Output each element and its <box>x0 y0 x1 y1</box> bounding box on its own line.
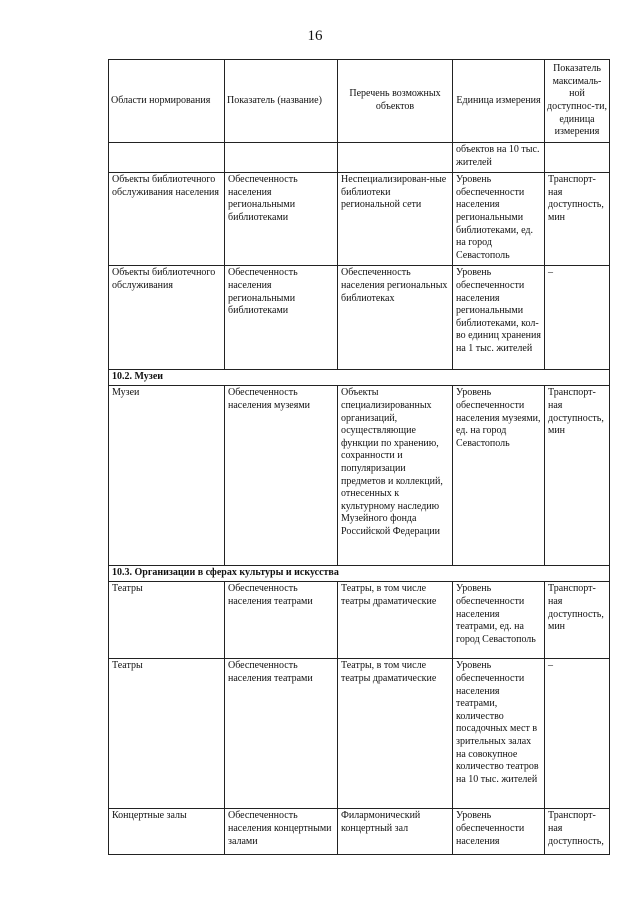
cell-unit: Уровень обеспеченности населения <box>453 809 545 855</box>
header-indicator: Показатель (название) <box>225 60 338 143</box>
cell-area: Театры <box>109 659 225 809</box>
cell-indicator: Обеспеченность населения театрами <box>225 659 338 809</box>
cell-area: Объекты библиотечного обслуживания <box>109 266 225 370</box>
cell-objects: Обеспеченность населения региональных библиотеках <box>338 266 453 370</box>
cell-max-access: Транспорт-ная доступность, мин <box>545 386 610 566</box>
cell-objects: Театры, в том числе театры драматические <box>338 659 453 809</box>
cell-unit: Уровень обеспеченности населения театрами, ед. на город Севастополь <box>453 582 545 659</box>
cell-area: Концертные залы <box>109 809 225 855</box>
cell-area: Театры <box>109 582 225 659</box>
section-row-museums <box>109 370 610 386</box>
cell-max-access <box>545 143 610 173</box>
header-objects: Перечень возможных объектов <box>338 60 453 143</box>
cell-unit: объектов на 10 тыс. жителей <box>453 143 545 173</box>
cell-objects: Неспециализирован-ные библиотеки региональной сети <box>338 173 453 266</box>
header-area: Области нормирования <box>109 60 225 143</box>
section-row-culture <box>109 566 610 582</box>
cell-objects <box>338 143 453 173</box>
cell-max-access: – <box>545 659 610 809</box>
table-row <box>109 143 610 173</box>
table-row <box>109 659 610 809</box>
cell-unit: Уровень обеспеченности населения музеями, ед. на город Севастополь <box>453 386 545 566</box>
cell-indicator: Обеспеченность населения региональными библиотеками <box>225 266 338 370</box>
cell-objects: Филармонический концертный зал <box>338 809 453 855</box>
table-row <box>109 266 610 370</box>
cell-area: Объекты библиотечного обслуживания населения <box>109 173 225 266</box>
cell-indicator: Обеспеченность населения региональными библиотеками <box>225 173 338 266</box>
table-row <box>109 173 610 266</box>
table-row <box>109 582 610 659</box>
cell-unit: Уровень обеспеченности населения региональными библиотеками, ед. на город Севастополь <box>453 173 545 266</box>
cell-objects: Театры, в том числе театры драматические <box>338 582 453 659</box>
table-row <box>109 386 610 566</box>
page-number: 16 <box>307 28 323 44</box>
section-title: 10.2. Музеи <box>109 370 610 386</box>
header-max-access: Показатель максималь-ной доступнос-ти, единица измерения <box>545 60 610 143</box>
cell-max-access: Транспорт-ная доступность, <box>545 809 610 855</box>
table-row <box>109 809 610 855</box>
cell-max-access: Транспорт-ная доступность, мин <box>545 582 610 659</box>
cell-max-access: Транспорт-ная доступность, мин <box>545 173 610 266</box>
cell-indicator: Обеспеченность населения концертными залами <box>225 809 338 855</box>
cell-indicator <box>225 143 338 173</box>
cell-max-access: – <box>545 266 610 370</box>
section-title: 10.3. Организации в сферах культуры и искусства <box>109 566 610 582</box>
norms-table <box>108 59 610 855</box>
cell-objects: Объекты специализированных организаций, осуществляющие функции по хранению, сохранности и популяризации предметов и коллекций, отнесенных к культурному наследию Музейного фонда Российской Федерации <box>338 386 453 566</box>
cell-indicator: Обеспеченность населения музеями <box>225 386 338 566</box>
header-unit: Единица измерения <box>453 60 545 143</box>
cell-unit: Уровень обеспеченности населения театрами, количество посадочных мест в зрительных залах на совокупное количество театров на 10 тыс. жителей <box>453 659 545 809</box>
cell-area <box>109 143 225 173</box>
cell-unit: Уровень обеспеченности населения региональными библиотеками, кол-во единиц хранения на 1 тыс. жителей <box>453 266 545 370</box>
cell-area: Музеи <box>109 386 225 566</box>
table-header-row <box>109 60 610 143</box>
cell-indicator: Обеспеченность населения театрами <box>225 582 338 659</box>
